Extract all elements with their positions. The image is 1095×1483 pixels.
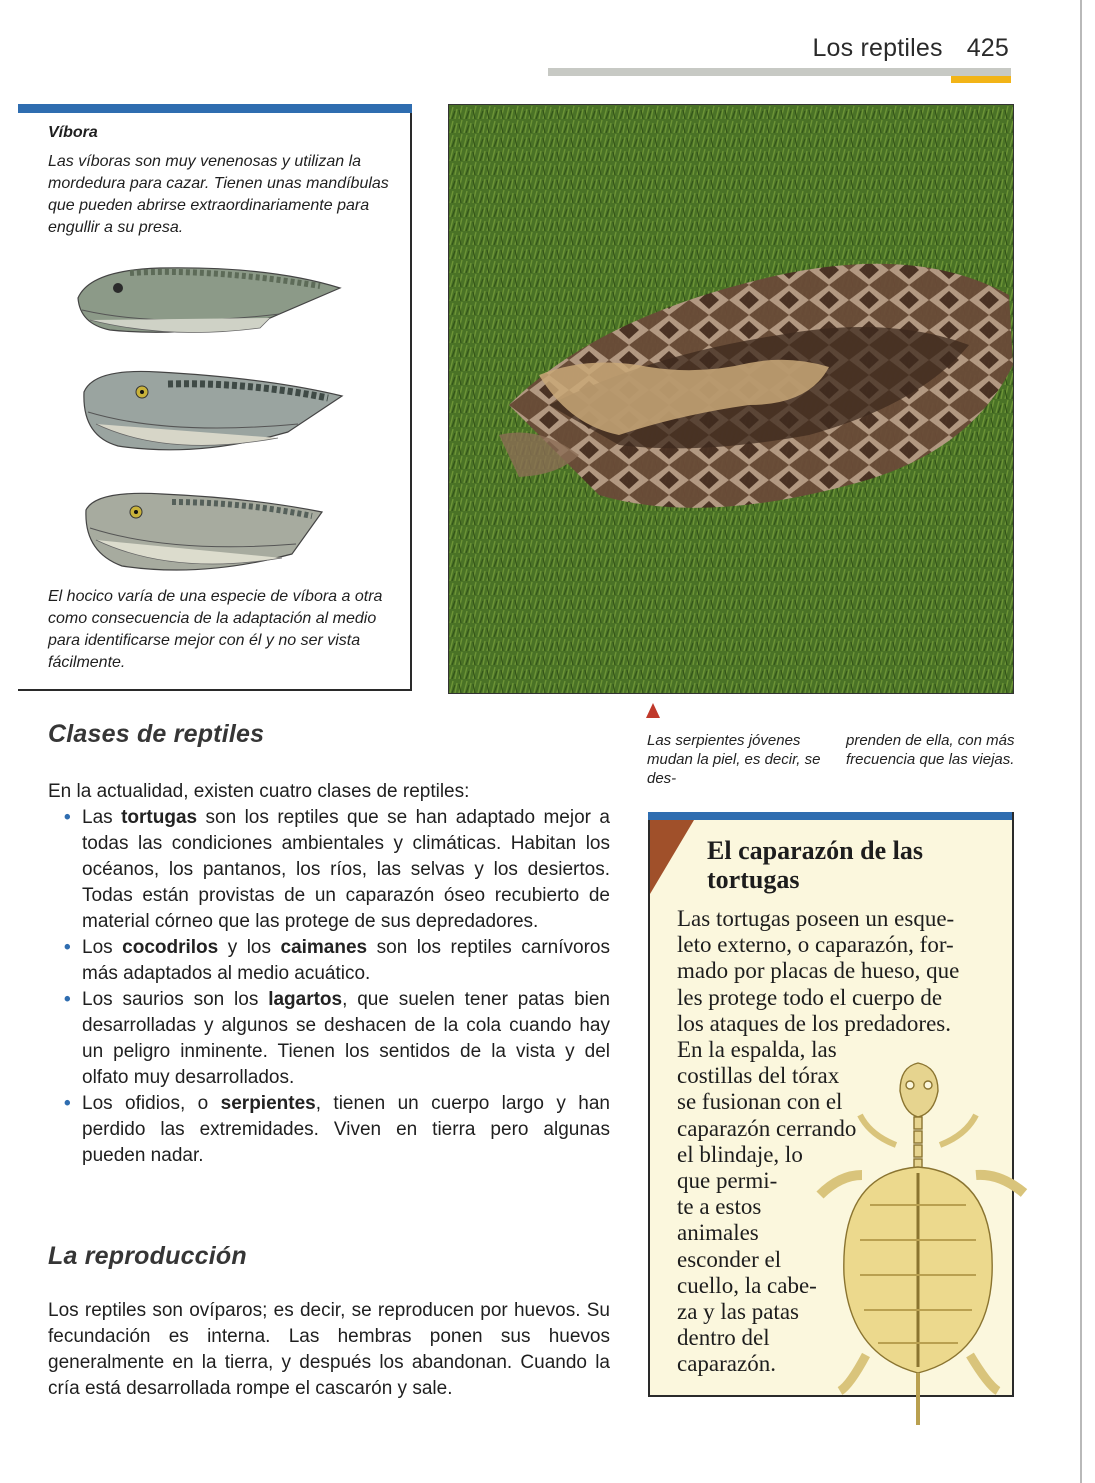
snake-shedding-photo bbox=[448, 104, 1014, 694]
caparazon-text: Las tortugas poseen un esque- leto externo, o caparazón, for- mado por placas de hueso, que les protege todo el cuerpo de los ataques de los predadores. En la espalda, las costillas del tórax se fusionan con el caparazón cerrando el blindaje, lo que permi- te a estos animales esconder el cuello, la cabe- za y las patas dentro del caparazón. bbox=[677, 906, 960, 1377]
list-item: • Los ofidios, o serpientes, tienen un cuerpo largo y han perdido las extremidades. Viven en tierra pero algunas pueden nadar. bbox=[64, 1093, 610, 1166]
vibora-text: Las víboras son muy venenosas y utilizan la mordedura para cazar. Tienen unas mandíbulas que pueden abrirse extraordinariamente para engullir a su presa. bbox=[48, 153, 389, 236]
clases-intro: En la actualidad, existen cuatro clases de reptiles: bbox=[48, 781, 470, 802]
caparazon-corner-accent bbox=[650, 820, 694, 894]
turtle-skeleton-illustration bbox=[800, 1055, 1040, 1435]
header-rule bbox=[548, 68, 1011, 76]
bullet-icon: • bbox=[64, 989, 71, 1010]
list-item: • Los cocodrilos y los caimanes son los reptiles carnívoros más adaptados al medio acuático. bbox=[64, 937, 610, 984]
vibora-box-topbar bbox=[18, 104, 412, 113]
photo-caption-col1: Las serpientes jóvenes mudan la piel, es decir, se des- bbox=[647, 732, 821, 787]
caparazon-title: El caparazón de las tortugas bbox=[707, 836, 923, 894]
snake-head-illustration-2 bbox=[78, 362, 358, 462]
snake-head-illustration-3 bbox=[82, 488, 342, 580]
snake-head-illustration-1 bbox=[70, 258, 360, 348]
running-head bbox=[812, 34, 1009, 63]
section-title-clases: Clases de reptiles bbox=[48, 720, 265, 748]
caption-arrow-icon bbox=[646, 703, 660, 718]
section-title: Los reptiles bbox=[812, 34, 943, 62]
vibora-caption: El hocico varía de una especie de víbora a otra como consecuencia de la adaptación al medio para identificarse mejor con él y no ser vista fácilmente. bbox=[48, 588, 383, 671]
page-number: 425 bbox=[966, 34, 1009, 62]
header-accent-bar bbox=[951, 76, 1011, 83]
reproduccion-text: Los reptiles son ovíparos; es decir, se reproducen por huevos. Su fecundación es interna. Las hembras ponen sus huevos generalmente en la tierra, y después los abandonan. Cuando la cría está desarrollada rompe el cascarón y sale. bbox=[48, 1300, 610, 1399]
bullet-icon: • bbox=[64, 937, 71, 958]
caparazon-box-topbar bbox=[648, 812, 1012, 820]
photo-caption-col2: prenden de ella, con más frecuencia que las viejas. bbox=[846, 732, 1015, 768]
list-item: • Las tortugas son los reptiles que se han adaptado mejor a todas las condiciones ambientales y climáticas. Habitan los océanos, los pantanos, los ríos, las selvas y los desiertos. Todas están provistas de un caparazón óseo recubierto de material córneo que las protege de sus depredadores. bbox=[64, 807, 610, 932]
vibora-title: Víbora bbox=[48, 124, 98, 141]
bullet-icon: • bbox=[64, 807, 71, 828]
section-title-reproduccion: La reproducción bbox=[48, 1242, 247, 1270]
list-item: • Los saurios son los lagartos, que suelen tener patas bien desarrolladas y algunos se deshacen de la cola cuando hay un peligro inminente. Tienen los sentidos de la vista y del olfato muy desarrollados. bbox=[64, 989, 611, 1088]
bullet-icon: • bbox=[64, 1093, 71, 1114]
reptile-classes-list bbox=[62, 805, 610, 1169]
page-edge-line bbox=[1080, 0, 1082, 1483]
